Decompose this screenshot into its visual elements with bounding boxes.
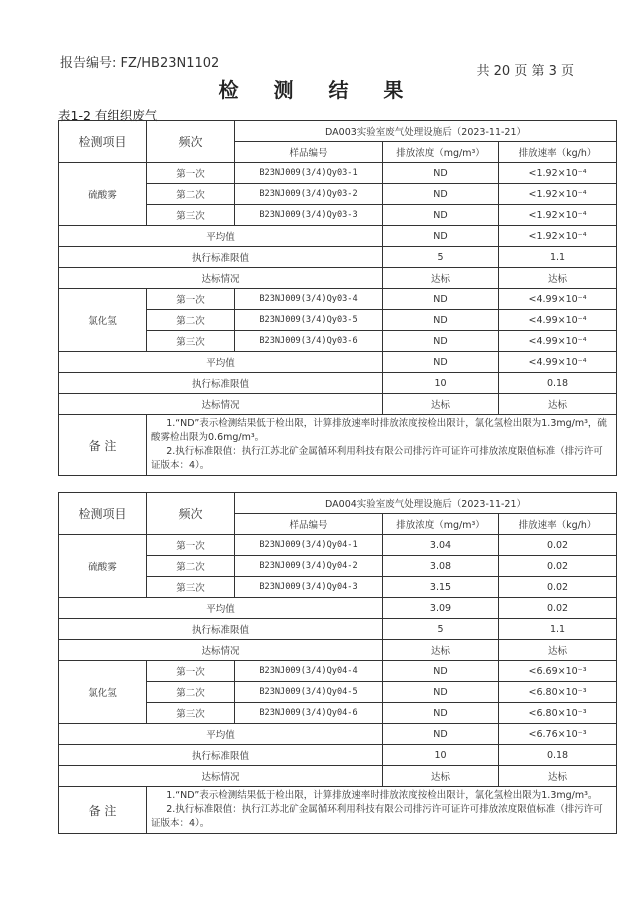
average-row — [59, 352, 617, 373]
rate-cell: <4.99×10⁻⁴ — [499, 289, 617, 310]
limit-row — [59, 247, 617, 268]
results-table-da004 — [58, 492, 617, 834]
table-row — [59, 535, 617, 556]
compliance-row — [59, 640, 617, 661]
sample-id-cell: B23NJ009(3/4)Qy03-1 — [235, 163, 383, 184]
group-header: DA003实验室废气处理设施后（2023-11-21） — [235, 121, 617, 142]
notes-row — [59, 415, 617, 476]
average-label: 平均值 — [59, 226, 383, 247]
rate-cell: <1.92×10⁻⁴ — [499, 184, 617, 205]
sample-id-cell: B23NJ009(3/4)Qy04-4 — [235, 661, 383, 682]
average-concentration: ND — [383, 724, 499, 745]
average-concentration: ND — [383, 226, 499, 247]
header-item: 检测项目 — [59, 121, 147, 163]
limit-label: 执行标准限值 — [59, 373, 383, 394]
limit-concentration: 5 — [383, 247, 499, 268]
notes-label: 备 注 — [59, 415, 147, 476]
item-name: 氯化氢 — [59, 661, 147, 724]
sample-id-cell: B23NJ009(3/4)Qy03-4 — [235, 289, 383, 310]
sample-id-cell: B23NJ009(3/4)Qy03-6 — [235, 331, 383, 352]
frequency-cell: 第二次 — [147, 310, 235, 331]
limit-label: 执行标准限值 — [59, 247, 383, 268]
header-frequency: 频次 — [147, 121, 235, 163]
rate-cell: <6.69×10⁻³ — [499, 661, 617, 682]
frequency-cell: 第一次 — [147, 661, 235, 682]
concentration-cell: ND — [383, 184, 499, 205]
compliance-rate: 达标 — [499, 394, 617, 415]
page-title: 检 测 结 果 — [218, 78, 418, 102]
sample-id-cell: B23NJ009(3/4)Qy03-2 — [235, 184, 383, 205]
compliance-label: 达标情况 — [59, 766, 383, 787]
frequency-cell: 第一次 — [147, 163, 235, 184]
item-name: 硫酸雾 — [59, 163, 147, 226]
compliance-concentration: 达标 — [383, 394, 499, 415]
sample-id-cell: B23NJ009(3/4)Qy04-2 — [235, 556, 383, 577]
limit-concentration: 10 — [383, 745, 499, 766]
concentration-cell: ND — [383, 289, 499, 310]
table-header-row — [59, 121, 617, 142]
average-rate: <4.99×10⁻⁴ — [499, 352, 617, 373]
average-label: 平均值 — [59, 352, 383, 373]
rate-cell: <6.80×10⁻³ — [499, 703, 617, 724]
table-caption: 表1-2 有组织废气 — [58, 108, 158, 123]
compliance-rate: 达标 — [499, 766, 617, 787]
frequency-cell: 第三次 — [147, 703, 235, 724]
limit-rate: 1.1 — [499, 247, 617, 268]
compliance-rate: 达标 — [499, 268, 617, 289]
header-item: 检测项目 — [59, 493, 147, 535]
average-concentration: ND — [383, 352, 499, 373]
limit-row — [59, 619, 617, 640]
sample-id-cell: B23NJ009(3/4)Qy04-6 — [235, 703, 383, 724]
group-header: DA004实验室废气处理设施后（2023-11-21） — [235, 493, 617, 514]
average-row — [59, 226, 617, 247]
compliance-row — [59, 766, 617, 787]
average-rate: <1.92×10⁻⁴ — [499, 226, 617, 247]
limit-label: 执行标准限值 — [59, 745, 383, 766]
compliance-concentration: 达标 — [383, 766, 499, 787]
compliance-concentration: 达标 — [383, 268, 499, 289]
concentration-cell: ND — [383, 331, 499, 352]
limit-label: 执行标准限值 — [59, 619, 383, 640]
rate-cell: 0.02 — [499, 535, 617, 556]
limit-concentration: 10 — [383, 373, 499, 394]
subheader-sample: 样品编号 — [235, 514, 383, 535]
subheader-rate: 排放速率（kg/h） — [499, 514, 617, 535]
concentration-cell: 3.04 — [383, 535, 499, 556]
concentration-cell: 3.15 — [383, 577, 499, 598]
frequency-cell: 第三次 — [147, 331, 235, 352]
limit-row — [59, 373, 617, 394]
average-label: 平均值 — [59, 598, 383, 619]
table-row — [59, 661, 617, 682]
rate-cell: <4.99×10⁻⁴ — [499, 331, 617, 352]
limit-rate: 0.18 — [499, 745, 617, 766]
rate-cell: <6.80×10⁻³ — [499, 682, 617, 703]
note-2: 2.执行标准限值：执行江苏北矿金属循环利用科技有限公司排污许可证许可排放浓度限值标准（排污许可证版本：4）。 — [151, 446, 603, 471]
sample-id-cell: B23NJ009(3/4)Qy04-1 — [235, 535, 383, 556]
sample-id-cell: B23NJ009(3/4)Qy03-3 — [235, 205, 383, 226]
table-header-row — [59, 493, 617, 514]
average-concentration: 3.09 — [383, 598, 499, 619]
sample-id-cell: B23NJ009(3/4)Qy03-5 — [235, 310, 383, 331]
compliance-row — [59, 268, 617, 289]
concentration-cell: ND — [383, 205, 499, 226]
subheader-concentration: 排放浓度（mg/m³） — [383, 514, 499, 535]
header-frequency: 频次 — [147, 493, 235, 535]
table-row — [59, 163, 617, 184]
table-row — [59, 289, 617, 310]
limit-rate: 1.1 — [499, 619, 617, 640]
concentration-cell: ND — [383, 661, 499, 682]
rate-cell: <4.99×10⁻⁴ — [499, 310, 617, 331]
average-rate: <6.76×10⁻³ — [499, 724, 617, 745]
compliance-concentration: 达标 — [383, 640, 499, 661]
limit-concentration: 5 — [383, 619, 499, 640]
item-name: 硫酸雾 — [59, 535, 147, 598]
compliance-rate: 达标 — [499, 640, 617, 661]
concentration-cell: 3.08 — [383, 556, 499, 577]
average-rate: 0.02 — [499, 598, 617, 619]
frequency-cell: 第一次 — [147, 535, 235, 556]
frequency-cell: 第二次 — [147, 556, 235, 577]
note-1: 1.“ND”表示检测结果低于检出限，计算排放速率时排放浓度按检出限计，氯化氢检出限为1.3mg/m³。 — [166, 790, 598, 801]
rate-cell: 0.02 — [499, 556, 617, 577]
limit-rate: 0.18 — [499, 373, 617, 394]
frequency-cell: 第二次 — [147, 682, 235, 703]
note-2: 2.执行标准限值：执行江苏北矿金属循环利用科技有限公司排污许可证许可排放浓度限值标准（排污许可证版本：4）。 — [151, 804, 603, 829]
compliance-label: 达标情况 — [59, 268, 383, 289]
concentration-cell: ND — [383, 310, 499, 331]
compliance-label: 达标情况 — [59, 394, 383, 415]
concentration-cell: ND — [383, 682, 499, 703]
notes-content — [147, 415, 617, 476]
frequency-cell: 第一次 — [147, 289, 235, 310]
rate-cell: 0.02 — [499, 577, 617, 598]
notes-row — [59, 787, 617, 834]
average-row — [59, 598, 617, 619]
frequency-cell: 第二次 — [147, 184, 235, 205]
concentration-cell: ND — [383, 703, 499, 724]
frequency-cell: 第三次 — [147, 205, 235, 226]
average-row — [59, 724, 617, 745]
compliance-label: 达标情况 — [59, 640, 383, 661]
notes-label: 备 注 — [59, 787, 147, 834]
notes-content — [147, 787, 617, 834]
rate-cell: <1.92×10⁻⁴ — [499, 205, 617, 226]
concentration-cell: ND — [383, 163, 499, 184]
average-label: 平均值 — [59, 724, 383, 745]
subheader-sample: 样品编号 — [235, 142, 383, 163]
compliance-row — [59, 394, 617, 415]
results-table-da003 — [58, 120, 617, 476]
limit-row — [59, 745, 617, 766]
frequency-cell: 第三次 — [147, 577, 235, 598]
subheader-concentration: 排放浓度（mg/m³） — [383, 142, 499, 163]
page-info: 共 20 页 第 3 页 — [476, 64, 574, 79]
rate-cell: <1.92×10⁻⁴ — [499, 163, 617, 184]
report-number: 报告编号: FZ/HB23N1102 — [60, 56, 220, 71]
note-1: 1.“ND”表示检测结果低于检出限，计算排放速率时排放浓度按检出限计，氯化氢检出限为1.3mg/m³，硫酸雾检出限为0.6mg/m³。 — [151, 418, 607, 443]
sample-id-cell: B23NJ009(3/4)Qy04-3 — [235, 577, 383, 598]
sample-id-cell: B23NJ009(3/4)Qy04-5 — [235, 682, 383, 703]
subheader-rate: 排放速率（kg/h） — [499, 142, 617, 163]
item-name: 氯化氢 — [59, 289, 147, 352]
